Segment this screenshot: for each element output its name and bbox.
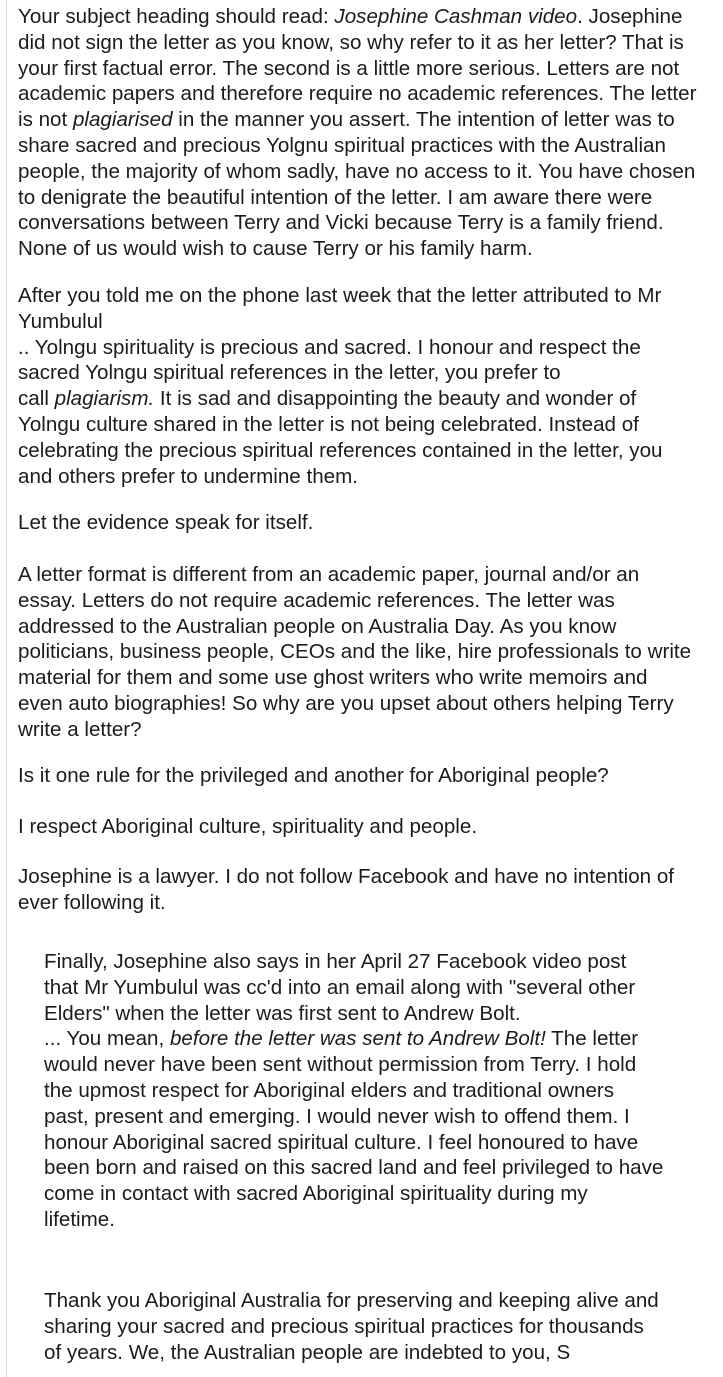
paragraph-thank-you bbox=[44, 1288, 723, 1365]
text-line: Yumbulul bbox=[18, 309, 103, 333]
text-line: honour Aboriginal sacred spiritual culture. I feel honoured to have bbox=[44, 1130, 639, 1154]
text-line: and others prefer to undermine them. bbox=[18, 464, 358, 488]
text-line: sacred Yolngu spiritual references in the letter, you prefer to bbox=[18, 361, 561, 385]
italic-text: before the letter was sent to Andrew Bolt! bbox=[169, 1027, 546, 1051]
text-line: sharing your sacred and precious spiritual practices for thousands bbox=[44, 1314, 644, 1338]
text-line: Josephine is a lawyer. I do not follow Facebook and have no intention of bbox=[18, 865, 674, 888]
paragraph-phone-call bbox=[18, 283, 723, 489]
text-line: been born and raised on this sacred land and feel privileged to have bbox=[44, 1156, 664, 1180]
paragraph-respect bbox=[18, 814, 723, 840]
paragraph-evidence bbox=[18, 510, 723, 536]
text-line: Yolngu culture shared in the letter is not being celebrated. Instead of bbox=[18, 412, 639, 436]
text-line: material for them and some use ghost writers who write memoirs and bbox=[18, 666, 648, 690]
italic-text: plagiarised bbox=[72, 108, 173, 132]
text-line: Your subject heading should read: Josephine Cashman video. Josephine bbox=[18, 5, 683, 28]
left-border-line bbox=[6, 0, 7, 1377]
text-line: past, present and emerging. I would never wish to offend them. I bbox=[44, 1104, 630, 1128]
paragraph-subject-heading bbox=[18, 4, 723, 262]
italic-text: Josephine Cashman video bbox=[334, 5, 578, 28]
text-line: .. Yolngu spirituality is precious and sacred. I honour and respect the bbox=[18, 335, 641, 359]
text-line: celebrating the precious spiritual references contained in the letter, you bbox=[18, 438, 663, 462]
text-line: Elders" when the letter was first sent to Andrew Bolt. bbox=[44, 1001, 521, 1025]
text-line: After you told me on the phone last week that the letter attributed to Mr bbox=[18, 284, 662, 307]
text-line: ... You mean, before the letter was sent to Andrew Bolt! The letter bbox=[44, 1027, 639, 1051]
text-line: academic papers and therefore require no academic references. The letter bbox=[18, 82, 697, 106]
text-line: would never have been sent without permission from Terry. I hold bbox=[44, 1053, 637, 1077]
text-line: I respect Aboriginal culture, spirituality and people. bbox=[18, 815, 478, 838]
paragraph-lawyer bbox=[18, 864, 723, 916]
text-line: A letter format is different from an academic paper, journal and/or an bbox=[18, 563, 640, 586]
text-line: Thank you Aboriginal Australia for preserving and keeping alive and bbox=[44, 1289, 659, 1312]
text-line: addressed to the Australian people on Australia Day. As you know bbox=[18, 614, 617, 638]
text-line: call plagiarism. It is sad and disappointing the beauty and wonder of bbox=[18, 387, 637, 411]
text-line: come in contact with sacred Aboriginal spirituality during my bbox=[44, 1182, 588, 1206]
text-line: Let the evidence speak for itself. bbox=[18, 511, 314, 534]
text-line: to denigrate the beautiful intention of the letter. I am aware there were bbox=[18, 185, 653, 209]
text-line: politicians, business people, CEOs and the like, hire professionals to write bbox=[18, 640, 692, 664]
text-line: essay. Letters do not require academic references. The letter was bbox=[18, 588, 615, 612]
text-line: write a letter? bbox=[18, 717, 142, 741]
text-line: Is it one rule for the privileged and another for Aboriginal people? bbox=[18, 764, 609, 787]
italic-text: plagiarism. bbox=[54, 387, 155, 411]
text-line: the upmost respect for Aboriginal elders and traditional owners bbox=[44, 1078, 615, 1102]
text-line: lifetime. bbox=[44, 1207, 115, 1231]
text-line: your first factual error. The second is a little more serious. Letters are not bbox=[18, 56, 680, 80]
text-line: share sacred and precious Yolgnu spiritual practices with the Australian bbox=[18, 133, 666, 157]
paragraph-finally bbox=[44, 949, 723, 1233]
paragraph-letter-format bbox=[18, 562, 723, 743]
text-line: of years. We, the Australian people are indebted to you, S bbox=[44, 1340, 571, 1364]
text-line: people, the majority of whom sadly, have no access to it. You have chosen bbox=[18, 159, 696, 183]
text-line: is not plagiarised in the manner you assert. The intention of letter was to bbox=[18, 108, 675, 132]
paragraph-one-rule bbox=[18, 763, 723, 789]
text-line: ever following it. bbox=[18, 890, 166, 914]
text-line: that Mr Yumbulul was cc'd into an email along with "several other bbox=[44, 975, 636, 999]
text-line: did not sign the letter as you know, so why refer to it as her letter? That is bbox=[18, 30, 684, 54]
text-line: Finally, Josephine also says in her April 27 Facebook video post bbox=[44, 950, 627, 973]
text-line: None of us would wish to cause Terry or his family harm. bbox=[18, 237, 533, 261]
text-line: conversations between Terry and Vicki because Terry is a family friend. bbox=[18, 211, 664, 235]
text-line: even auto biographies! So why are you upset about others helping Terry bbox=[18, 691, 674, 715]
